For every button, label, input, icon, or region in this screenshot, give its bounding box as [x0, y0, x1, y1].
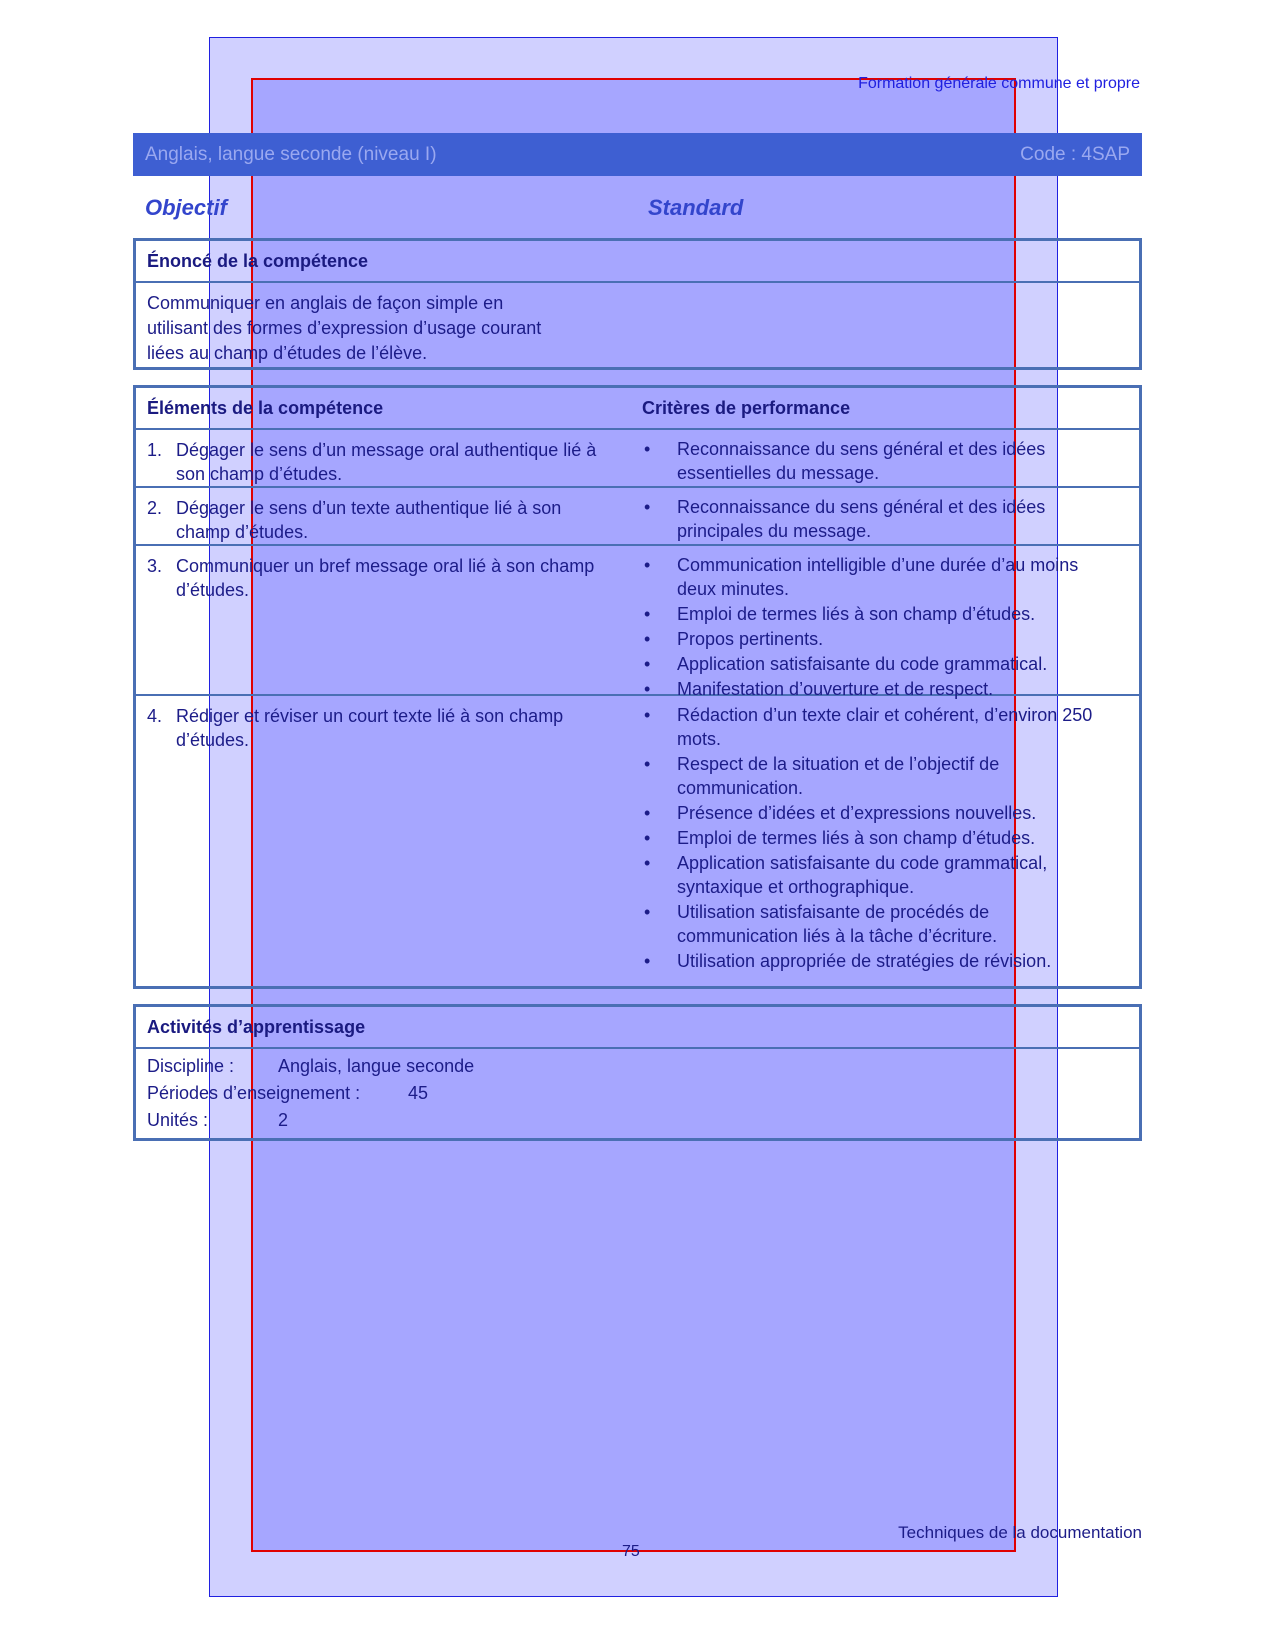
criterion-item: • Communication intelligible d’une durée d’au moins deux minutes. [644, 555, 1079, 599]
enonce-body [136, 283, 1139, 374]
footer-program: Techniques de la documentation [898, 1523, 1142, 1542]
enonce-line: liées au champ d’études de l’élève. [147, 343, 428, 363]
element-row [136, 546, 1139, 699]
activites-box [133, 1004, 1142, 1141]
course-code: Code : 4SAP [1020, 143, 1130, 165]
heading-standard: Standard [648, 195, 744, 220]
bullet-icon: • [644, 803, 651, 823]
unites-value: 2 [278, 1110, 289, 1130]
criteria-list [642, 495, 1112, 544]
criteria-list [642, 703, 1112, 974]
activites-header: Activités d’apprentissage [136, 1007, 1139, 1049]
element-number: 4. [147, 706, 163, 726]
element-number: 3. [147, 556, 163, 576]
bullet-icon: • [644, 951, 651, 971]
enonce-header: Énoncé de la compétence [136, 241, 1139, 283]
enonce-box [133, 238, 1142, 370]
criterion-item: • Reconnaissance du sens général et des idées principales du message. [644, 497, 1046, 541]
elements-box [133, 385, 1142, 989]
element-text: 1. Dégager le sens d’un message oral authentique lié à son champ d’études. [147, 440, 597, 484]
criterion-item: • Rédaction d’un texte clair et cohérent, d’environ 250 mots. [644, 705, 1093, 749]
criterion-item: • Propos pertinents. [644, 629, 824, 649]
bullet-icon: • [644, 555, 651, 575]
bullet-icon: • [644, 679, 651, 699]
criterion-item: • Utilisation satisfaisante de procédés de communication liés à la tâche d’écriture. [644, 902, 998, 946]
criteria-list [642, 553, 1112, 702]
bullet-icon: • [644, 497, 651, 517]
enonce-line: utilisant des formes d’expression d’usage courant [147, 318, 542, 338]
element-text: 3. Communiquer un bref message oral lié à son champ d’études. [147, 556, 595, 600]
criterion-item: • Utilisation appropriée de stratégies de révision. [644, 951, 1052, 971]
criterion-item: • Présence d’idées et d’expressions nouvelles. [644, 803, 1037, 823]
course-bar [133, 133, 1142, 176]
bullet-icon: • [644, 654, 651, 674]
bullet-icon: • [644, 754, 651, 774]
criterion-item: • Manifestation d’ouverture et de respect. [644, 679, 994, 699]
element-number: 2. [147, 498, 163, 518]
page-number: 75 [622, 1543, 640, 1560]
element-row [136, 488, 1139, 546]
running-head: Formation générale commune et propre [858, 75, 1140, 92]
enonce-line: Communiquer en anglais de façon simple en [147, 293, 504, 313]
element-number: 1. [147, 440, 163, 460]
activites-body [136, 1049, 1139, 1142]
bullet-icon: • [644, 629, 651, 649]
bullet-icon: • [644, 705, 651, 725]
unites-line [147, 1107, 1128, 1134]
element-text: 2. Dégager le sens d’un texte authentique lié à son champ d’études. [147, 498, 562, 542]
unites-label: Unités : [147, 1110, 209, 1130]
criteria-list [642, 437, 1112, 486]
bullet-icon: • [644, 439, 651, 459]
criterion-item: • Respect de la situation et de l’objectif de communication. [644, 754, 1000, 798]
periodes-label: Périodes d’enseignement : [147, 1083, 361, 1103]
element-row [136, 696, 1139, 971]
criterion-item: • Emploi de termes liés à son champ d’études. [644, 828, 1036, 848]
elements-header-right: Critères de performance [642, 397, 851, 418]
section-headings [145, 195, 1145, 221]
criterion-item: • Emploi de termes liés à son champ d’études. [644, 604, 1036, 624]
heading-objectif: Objectif [145, 195, 227, 220]
discipline-label: Discipline : [147, 1056, 235, 1076]
elements-header [136, 388, 1139, 430]
criterion-item: • Application satisfaisante du code grammatical. [644, 654, 1048, 674]
course-title: Anglais, langue seconde (niveau I) [145, 143, 437, 165]
periodes-value: 45 [408, 1083, 429, 1103]
bullet-icon: • [644, 828, 651, 848]
element-text: 4. Rédiger et réviser un court texte lié à son champ d’études. [147, 706, 564, 750]
discipline-line [147, 1053, 1128, 1080]
element-row [136, 430, 1139, 488]
periodes-line [147, 1080, 1128, 1107]
criterion-item: • Application satisfaisante du code grammatical, syntaxique et orthographique. [644, 853, 1048, 897]
bullet-icon: • [644, 853, 651, 873]
criterion-item: • Reconnaissance du sens général et des idées essentielles du message. [644, 439, 1046, 483]
elements-header-left: Éléments de la compétence [147, 397, 384, 418]
bullet-icon: • [644, 604, 651, 624]
bullet-icon: • [644, 902, 651, 922]
discipline-value: Anglais, langue seconde [278, 1056, 475, 1076]
